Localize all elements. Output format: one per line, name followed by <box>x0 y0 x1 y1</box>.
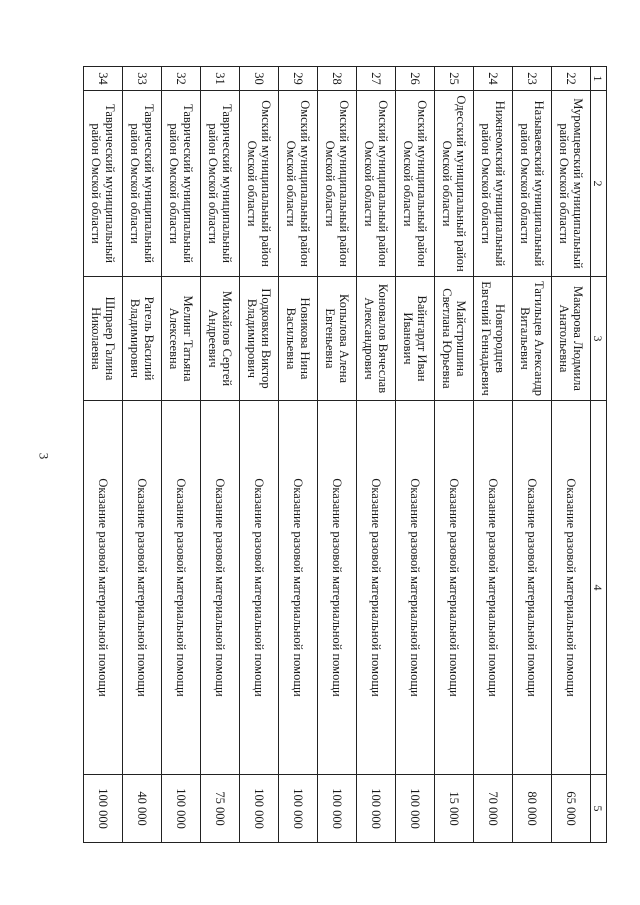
district-cell: Таврический муниципальный район Омской области <box>162 91 201 277</box>
district-cell: Омский муниципальный район Омской области <box>240 91 279 277</box>
district-cell: Таврический муниципальный район Омской области <box>84 91 123 277</box>
purpose-cell: Оказание разовой материальной помощи <box>474 401 513 775</box>
purpose-cell: Оказание разовой материальной помощи <box>123 401 162 775</box>
table-row <box>474 67 513 843</box>
header-col-5: 5 <box>591 775 607 843</box>
header-col-1: 1 <box>591 67 607 91</box>
table-row <box>318 67 357 843</box>
recipient-name-cell: Рагель Василий Владимирович <box>123 277 162 401</box>
row-number-cell: 29 <box>279 67 318 91</box>
recipient-name-cell: Вайнгардт Иван Иванович <box>396 277 435 401</box>
table-row <box>357 67 396 843</box>
row-number-cell: 26 <box>396 67 435 91</box>
rotated-table-frame <box>87 66 607 842</box>
amount-cell: 100 000 <box>318 775 357 843</box>
amount-cell: 40 000 <box>123 775 162 843</box>
district-cell: Нижнеомский муниципальный район Омской области <box>474 91 513 277</box>
purpose-cell: Оказание разовой материальной помощи <box>279 401 318 775</box>
row-number-cell: 31 <box>201 67 240 91</box>
purpose-cell: Оказание разовой материальной помощи <box>318 401 357 775</box>
table-row <box>435 67 474 843</box>
row-number-cell: 28 <box>318 67 357 91</box>
header-col-4: 4 <box>591 401 607 775</box>
recipient-name-cell: Подковкин Виктор Владимирович <box>240 277 279 401</box>
table-row <box>513 67 552 843</box>
recipient-name-cell: Новикова Нина Васильевна <box>279 277 318 401</box>
table-row <box>279 67 318 843</box>
row-number-cell: 30 <box>240 67 279 91</box>
row-number-cell: 22 <box>552 67 591 91</box>
header-col-2: 2 <box>591 91 607 277</box>
amount-cell: 100 000 <box>84 775 123 843</box>
amount-cell: 100 000 <box>279 775 318 843</box>
district-cell: Таврический муниципальный район Омской области <box>123 91 162 277</box>
amount-cell: 100 000 <box>357 775 396 843</box>
district-cell: Омский муниципальный район Омской области <box>396 91 435 277</box>
row-number-cell: 33 <box>123 67 162 91</box>
district-cell: Омский муниципальный район Омской области <box>357 91 396 277</box>
district-cell: Омский муниципальный район Омской области <box>318 91 357 277</box>
table-container <box>87 66 607 842</box>
purpose-cell: Оказание разовой материальной помощи <box>84 401 123 775</box>
header-col-3: 3 <box>591 277 607 401</box>
amount-cell: 65 000 <box>552 775 591 843</box>
purpose-cell: Оказание разовой материальной помощи <box>552 401 591 775</box>
amount-cell: 80 000 <box>513 775 552 843</box>
table-row <box>162 67 201 843</box>
recipient-name-cell: Новгородцев Евгений Геннадьевич <box>474 277 513 401</box>
table-header-row <box>591 67 607 843</box>
table-row <box>240 67 279 843</box>
district-cell: Муромцевский муниципальный район Омской области <box>552 91 591 277</box>
row-number-cell: 23 <box>513 67 552 91</box>
table-row <box>396 67 435 843</box>
table-row <box>123 67 162 843</box>
row-number-cell: 27 <box>357 67 396 91</box>
table-row <box>84 67 123 843</box>
district-cell: Одесский муниципальный район Омской области <box>435 91 474 277</box>
purpose-cell: Оказание разовой материальной помощи <box>357 401 396 775</box>
recipient-name-cell: Тагильцев Александр Витальевич <box>513 277 552 401</box>
purpose-cell: Оказание разовой материальной помощи <box>201 401 240 775</box>
amount-cell: 75 000 <box>201 775 240 843</box>
table-row <box>552 67 591 843</box>
assistance-table <box>83 66 607 843</box>
purpose-cell: Оказание разовой материальной помощи <box>396 401 435 775</box>
recipient-name-cell: Мелинг Татьяна Алексеевна <box>162 277 201 401</box>
amount-cell: 70 000 <box>474 775 513 843</box>
district-cell: Называевский муниципальный район Омской области <box>513 91 552 277</box>
row-number-cell: 24 <box>474 67 513 91</box>
recipient-name-cell: Майстришина Светлана Юрьевна <box>435 277 474 401</box>
recipient-name-cell: Шпраер Галина Николаевна <box>84 277 123 401</box>
page-number: 3 <box>36 452 52 460</box>
purpose-cell: Оказание разовой материальной помощи <box>513 401 552 775</box>
row-number-cell: 25 <box>435 67 474 91</box>
amount-cell: 100 000 <box>396 775 435 843</box>
recipient-name-cell: Михайлов Сергей Андреевич <box>201 277 240 401</box>
amount-cell: 15 000 <box>435 775 474 843</box>
district-cell: Омский муниципальный район Омской области <box>279 91 318 277</box>
row-number-cell: 32 <box>162 67 201 91</box>
recipient-name-cell: Макарова Людмила Анатольевна <box>552 277 591 401</box>
purpose-cell: Оказание разовой материальной помощи <box>240 401 279 775</box>
table-row <box>201 67 240 843</box>
amount-cell: 100 000 <box>240 775 279 843</box>
purpose-cell: Оказание разовой материальной помощи <box>435 401 474 775</box>
row-number-cell: 34 <box>84 67 123 91</box>
district-cell: Таврический муниципальный район Омской области <box>201 91 240 277</box>
recipient-name-cell: Копылова Алена Евгеньевна <box>318 277 357 401</box>
amount-cell: 100 000 <box>162 775 201 843</box>
purpose-cell: Оказание разовой материальной помощи <box>162 401 201 775</box>
recipient-name-cell: Коновалов Вячеслав Александрович <box>357 277 396 401</box>
